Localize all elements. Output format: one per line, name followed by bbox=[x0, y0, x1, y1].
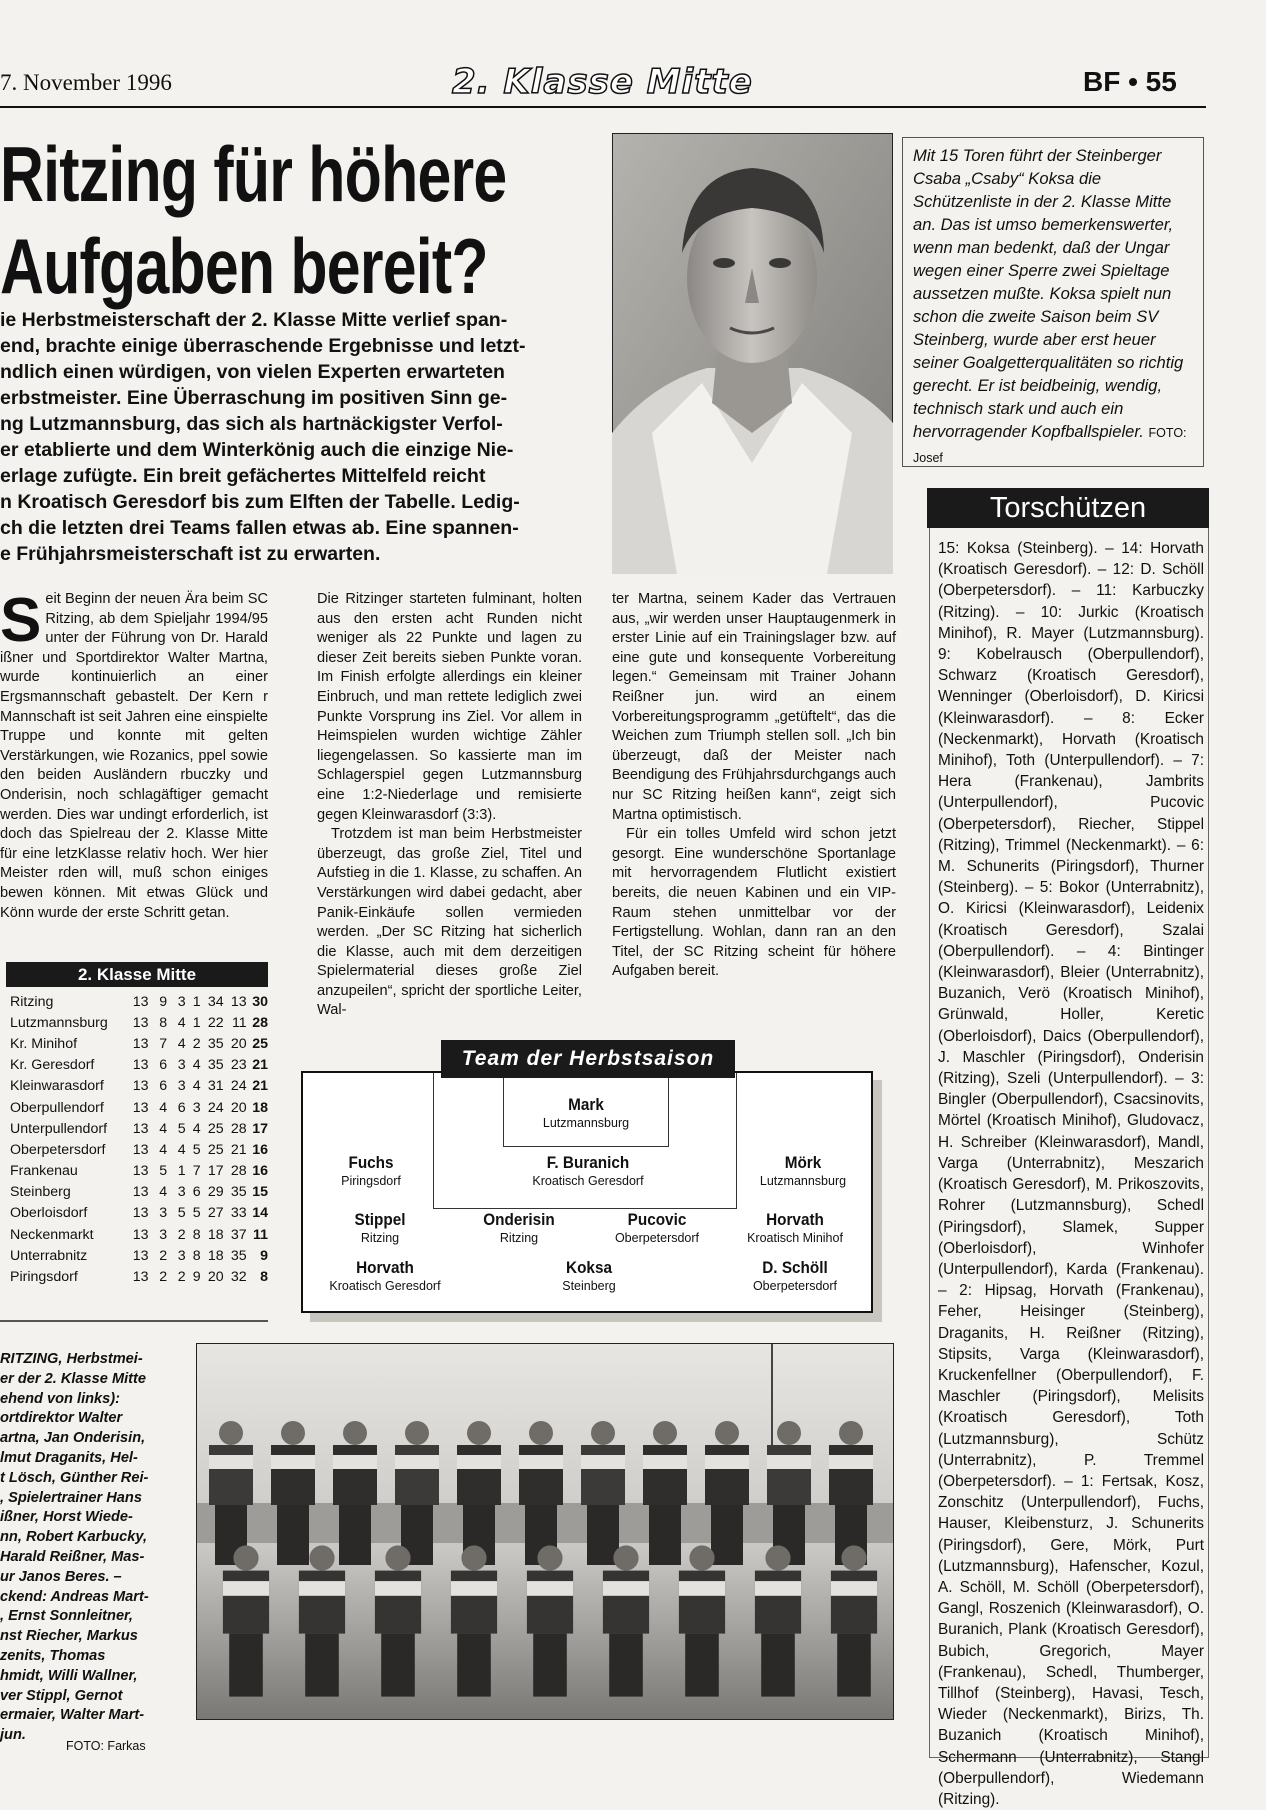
player-card bbox=[498, 1153, 678, 1189]
table-cell: 22 bbox=[207, 1014, 224, 1031]
player-name: Fuchs bbox=[348, 1153, 394, 1172]
koksa-portrait-photo bbox=[612, 133, 893, 574]
table-team-name: Kleinwarasdorf bbox=[10, 1078, 104, 1095]
page-number: BF • 55 bbox=[1083, 66, 1177, 97]
table-cell: 6 bbox=[159, 1057, 168, 1074]
table-row bbox=[0, 1118, 268, 1139]
table-cell: 20 bbox=[230, 1035, 247, 1052]
player-name: Koksa bbox=[566, 1258, 612, 1277]
table-cell: 3 bbox=[192, 1099, 201, 1116]
column-1-text: eit Beginn der neuen Ära beim SC Ritzing, ab dem Spieljahr 1994/95 unter der Führung von Dr. Harald ißner und Sportdirektor Walter Martna, wurde kontinuierlich an einer Ergsmannschaft gebastelt. Der Kern r Mannschaft ist seit Jahren eine einspielte Truppe und konnte mit gelten Verstärkungen, wie Rozanics, ppel sowie den beiden Ausländern rbuczky und Onderisin, noch schlagäftiger gemacht werden. Dies war undingt erforderlich, ist doch das Spielreau der 2. Klasse Mitte für eine letzKlasse relativ hoch. Wer hier Meister rden will, muß schon einiges bewen können. Mit etwas Glück und Könn wurde der erste Schritt getan. bbox=[0, 591, 268, 921]
table-cell: 13 bbox=[132, 1014, 149, 1031]
portrait-photo-credit: FOTO: Josef bbox=[913, 426, 1187, 465]
player-name: Mörk bbox=[784, 1153, 822, 1172]
table-row bbox=[0, 1224, 268, 1245]
table-row bbox=[0, 1055, 268, 1076]
table-row bbox=[0, 1203, 268, 1224]
table-cell: 35 bbox=[230, 1247, 247, 1264]
table-cell: 13 bbox=[230, 993, 247, 1010]
table-cell: 13 bbox=[132, 1057, 149, 1074]
table-cell: 4 bbox=[177, 1014, 186, 1031]
table-cell: 5 bbox=[177, 1205, 186, 1222]
player-club: Oberpetersdorf bbox=[752, 1279, 838, 1293]
league-table-title: 2. Klasse Mitte bbox=[6, 962, 268, 987]
table-cell: 24 bbox=[230, 1078, 247, 1095]
article-column-3 bbox=[612, 590, 896, 982]
table-cell: 8 bbox=[192, 1247, 201, 1264]
portrait-caption bbox=[902, 137, 1204, 467]
table-cell: 4 bbox=[192, 1120, 201, 1137]
column-2-paragraph: Die Ritzinger starteten fulminant, holten aus den ersten acht Runden nicht weniger als 22 Punkte und lagen zu dieser Zeit bereits sieben Punkte voran. Im Finish erfolgte allerdings ein kleiner Einbruch, und man rettete lediglich zwei Punkte Vorsprung ins Ziel. Vor allem in Heimspielen wurden wichtige Zähler liegengelassen. So kassierte man im Schlagerspiel gegen Lutzmannsburg eine 1:2-Niederlage und remisierte gegen Kleinwarasdorf (3:3). bbox=[317, 591, 582, 823]
table-cell: 4 bbox=[159, 1184, 168, 1201]
header-rule bbox=[0, 106, 1206, 108]
table-cell: 5 bbox=[159, 1163, 168, 1180]
table-row bbox=[0, 1266, 268, 1287]
team-of-season-title: Team der Herbstsaison bbox=[441, 1040, 735, 1078]
table-cell: 5 bbox=[192, 1205, 201, 1222]
table-team-name: Steinberg bbox=[10, 1184, 71, 1201]
player-name: Mark bbox=[568, 1095, 604, 1114]
table-cell: 35 bbox=[207, 1035, 224, 1052]
column-3-paragraph: Für ein tolles Umfeld wird schon jetzt gesorgt. Eine wunderschöne Sportanlage mit hervorragendem Flutlicht existiert bereits, die neuen Kabinen und ein VIP-Raum stehen unmittelbar vor der Fertigstellung. Wohlan, dann ran an den Titel, der SC Ritzing scheint für höhere Aufgaben bereit. bbox=[612, 826, 896, 980]
table-cell: 2 bbox=[192, 1035, 201, 1052]
player-club: Ritzing bbox=[360, 1231, 400, 1245]
player-name: Onderisin bbox=[483, 1210, 555, 1229]
player-name: Horvath bbox=[766, 1210, 824, 1229]
table-row bbox=[0, 1012, 268, 1033]
table-cell: 25 bbox=[207, 1141, 224, 1158]
article-column-1 bbox=[0, 586, 268, 923]
league-table-grid bbox=[0, 991, 268, 1288]
table-cell: 8 bbox=[159, 1014, 168, 1031]
table-team-name: Piringsdorf bbox=[10, 1269, 78, 1286]
table-cell: 13 bbox=[132, 1099, 149, 1116]
table-row bbox=[0, 1033, 268, 1054]
table-cell: 4 bbox=[177, 1141, 186, 1158]
table-cell: 4 bbox=[192, 1078, 201, 1095]
table-cell: 13 bbox=[132, 1141, 149, 1158]
table-cell: 18 bbox=[207, 1226, 224, 1243]
team-photo-credit: FOTO: Farkas bbox=[66, 1739, 146, 1753]
table-cell: 1 bbox=[177, 1163, 186, 1180]
table-cell: 27 bbox=[207, 1205, 224, 1222]
table-row bbox=[0, 1139, 268, 1160]
table-points: 9 bbox=[260, 1247, 268, 1264]
player-card bbox=[499, 1258, 679, 1294]
table-cell: 2 bbox=[177, 1226, 186, 1243]
player-name: Horvath bbox=[356, 1258, 414, 1277]
table-cell: 6 bbox=[159, 1078, 168, 1095]
player-club: Steinberg bbox=[562, 1279, 616, 1293]
table-cell: 13 bbox=[132, 1226, 149, 1243]
table-cell: 20 bbox=[230, 1099, 247, 1116]
table-points: 17 bbox=[252, 1120, 268, 1137]
table-cell: 13 bbox=[132, 993, 149, 1010]
table-team-name: Ritzing bbox=[10, 993, 54, 1010]
table-row bbox=[0, 1161, 268, 1182]
player-club: Oberpetersdorf bbox=[614, 1231, 700, 1245]
table-cell: 8 bbox=[192, 1226, 201, 1243]
table-cell: 31 bbox=[207, 1078, 224, 1095]
headline-line-2: Aufgaben bereit? bbox=[0, 222, 488, 310]
table-team-name: Neckenmarkt bbox=[10, 1226, 94, 1243]
table-cell: 9 bbox=[159, 993, 168, 1010]
table-cell: 25 bbox=[207, 1120, 224, 1137]
player-card bbox=[713, 1153, 893, 1189]
player-card bbox=[705, 1258, 885, 1294]
table-points: 25 bbox=[252, 1035, 268, 1052]
table-points: 8 bbox=[260, 1269, 268, 1286]
issue-date: 7. November 1996 bbox=[0, 70, 172, 95]
table-cell: 11 bbox=[231, 1014, 247, 1031]
table-team-name: Kr. Minihof bbox=[10, 1035, 78, 1052]
table-cell: 37 bbox=[230, 1226, 247, 1243]
table-cell: 3 bbox=[177, 1078, 186, 1095]
column-3-paragraph: ter Martna, seinem Kader das Vertrauen aus, „wir werden unser Hauptaugenmerk in erster Linie auf ein Trainingslager bzw. auf eine gute und konsequente Vorbereitung legen.“ Gemeinsam mit Trainer Johann Reißner jun. wird an einem Vorbereitungsprogramm „getüftelt“, das die Weichen zum Triumph stellen soll. „Ich bin überzeugt, daß der Meister nach Beendigung des Frühjahrsdurchgangs auch nur SC Ritzing heißen kann“, zeigt sich Martna optimistisch. bbox=[612, 591, 896, 823]
table-row bbox=[0, 991, 268, 1012]
player-club: Lutzmannsburg bbox=[542, 1116, 630, 1130]
table-cell: 13 bbox=[132, 1035, 149, 1052]
table-team-name: Unterpullendorf bbox=[10, 1120, 108, 1137]
drop-cap: S bbox=[0, 586, 42, 655]
table-cell: 5 bbox=[177, 1120, 186, 1137]
table-cell: 2 bbox=[159, 1247, 168, 1264]
table-points: 30 bbox=[252, 993, 268, 1010]
table-row bbox=[0, 1097, 268, 1118]
table-cell: 18 bbox=[207, 1247, 224, 1264]
table-cell: 2 bbox=[177, 1269, 186, 1286]
player-card bbox=[281, 1153, 461, 1189]
table-cell: 4 bbox=[192, 1057, 201, 1074]
league-table bbox=[0, 962, 268, 1288]
player-club: Kroatisch Minihof bbox=[747, 1231, 843, 1245]
headline-line-1: Ritzing für höhere bbox=[0, 130, 507, 218]
column-2-paragraph: Trotzdem ist man beim Herbstmeister überzeugt, das große Ziel, Titel und Aufstieg in die 1. Klasse, zu schaffen. An Verstärkungen wird dabei gedacht, aber Panik-Einkäufe sollen vermieden werden. „Der SC Ritzing hat sicherlich die Klasse, auch mit dem derzeitigen Spielermaterial dieses große Ziel anzupeilen“, spricht der sportliche Leiter, Wal- bbox=[317, 826, 582, 1019]
player-club: Lutzmannsburg bbox=[759, 1174, 847, 1188]
table-cell: 35 bbox=[230, 1184, 247, 1201]
table-cell: 13 bbox=[132, 1120, 149, 1137]
table-cell: 28 bbox=[230, 1120, 247, 1137]
table-cell: 24 bbox=[207, 1099, 224, 1116]
table-cell: 3 bbox=[159, 1226, 168, 1243]
table-cell: 23 bbox=[230, 1057, 247, 1074]
table-team-name: Lutzmannsburg bbox=[10, 1014, 108, 1031]
team-photo bbox=[196, 1343, 894, 1720]
player-club: Kroatisch Geresdorf bbox=[532, 1174, 644, 1188]
table-cell: 3 bbox=[177, 993, 186, 1010]
table-bottom-rule bbox=[0, 1320, 268, 1322]
table-points: 16 bbox=[252, 1141, 268, 1158]
table-team-name: Oberpullendorf bbox=[10, 1099, 104, 1116]
table-cell: 34 bbox=[207, 993, 224, 1010]
table-points: 18 bbox=[252, 1099, 268, 1116]
table-cell: 3 bbox=[177, 1057, 186, 1074]
table-row bbox=[0, 1245, 268, 1266]
scorers-list: 15: Koksa (Steinberg). – 14: Horvath (Kroatisch Geresdorf). – 12: D. Schöll (Oberpetersdorf). – 11: Karbuczky (Ritzing). – 10: Jurkic (Kroatisch Minihof), R. Mayer (Lutzmannsburg). 9: Kobelrausch (Oberpullendorf), Schwarz (Kroatisch Geresdorf), Wenninger (Oberloisdorf), D. Kiricsi (Kleinwarasdorf). – 8: Ecker (Neckenmarkt), Horvath (Kroatisch Minihof), Toth (Unterpullendorf). – 7: Hera (Frankenau), Jambrits (Unterpullendorf), Pucovic (Oberpetersdorf), Riecher, Stippel (Ritzing), Trimmel (Neckenmarkt). – 6: M. Schunerits (Piringsdorf), Thurner (Steinberg). – 5: Bokor (Unterrabnitz), O. Kiricsi (Kleinwarasdorf), Leidenix (Kroatisch Geresdorf), Szalai (Oberpullendorf). – 4: Bintinger (Kleinwarasdorf), Bleier (Unterrabnitz), Buzanich, Verö (Kroatisch Minihof), Grünwald, Holler, Keretic (Oberloisdorf), Daics (Oberpullendorf), J. Maschler (Piringsdorf), Onderisin (Ritzing), Szeli (Unterpullendorf). – 3: Bingler (Oberpullendorf), Csacsinovits, Mörtel (Kroatisch Minihof), Gludovacz, H. Schreiber (Kleinwarasdorf), Mandl, Varga (Unterrabnitz), Meszarich (Kroatisch Geresdorf), M. Prikoszovits, Rohrer (Lutzmannsburg), Schedl (Piringsdorf), Slamek, Supper (Oberloisdorf), Winhofer (Unterpullendorf), Karda (Frankenau). – 2: Hipsag, Horvath (Frankenau), Feher, Heisinger (Steinberg), Draganits, H. Reißner (Ritzing), Stipsits, Varga (Kleinwarasdorf), Kruckenfellner (Oberpullendorf), F. Maschler (Piringsdorf), Melisits (Kroatisch Geresdorf), Toth (Lutzmannsburg), Schütz (Unterrabnitz), P. Tremmel (Oberpetersdorf). – 1: Fertsak, Kosz, Zonschitz (Unterpullendorf), Fuchs, Hauser, Kleibensturz, J. Schunerits (Piringsdorf), Gere, Mörk, Purt (Lutzmannsburg), Hafenscher, Kozul, A. Schöll, M. Schöll (Oberpetersdorf), Gangl, Roszenich (Kleinwarasdorf), O. Buranich, Plank (Kroatisch Geresdorf), Bubich, Gregorich, Mayer (Frankenau), Schedl, Thumberger, Tillhof (Steinberg), Havasi, Tesch, Wieder (Neckenmarkt), Birizs, Th. Buzanich (Kroatisch Minihof), Schermann (Unterrabnitz), Stangl (Oberpullendorf), Wiedemann (Ritzing). bbox=[938, 540, 1204, 1808]
table-cell: 13 bbox=[132, 1205, 149, 1222]
player-name: Stippel bbox=[354, 1210, 406, 1229]
table-points: 15 bbox=[252, 1184, 268, 1201]
table-cell: 13 bbox=[132, 1269, 149, 1286]
table-cell: 1 bbox=[192, 1014, 201, 1031]
table-cell: 3 bbox=[159, 1205, 168, 1222]
table-cell: 13 bbox=[132, 1247, 149, 1264]
player-name: Pucovic bbox=[627, 1210, 687, 1229]
portrait-caption-text: Mit 15 Toren führt der Steinberger Csaba „Csaby“ Koksa die Schützenliste in der 2. Klasse Mitte an. Das ist umso bemerkenswerter, wenn man bedenkt, daß der Ungar wegen einer Sperre zwei Spieltage aussetzen mußte. Koksa spielt nun schon die zweite Saison beim SV Steinberg, wurde aber erst heuer seiner Goalgetterqualitäten so richtig gerecht. Er ist beidbeinig, wendig, technisch stark und auch ein hervorragender Kopfballspieler. bbox=[913, 146, 1184, 441]
table-cell: 28 bbox=[230, 1163, 247, 1180]
article-lead: ie Herbstmeisterschaft der 2. Klasse Mitte verlief span- end, brachte einige überraschende Ergebnisse und letzt- ndlich einen würdigen, von vielen Experten erwarteten erbstmeister. Eine Überraschung im positiven Sinn ge- ng Lutzmannsburg, das sich als hartnäckigster Verfol- er etablierte und dem Winterkönig auch die einzige Nie- erlage zufügte. Ein breit gefächertes Mittelfeld reicht n Kroatisch Geresdorf bis zum Elften der Tabelle. Ledig- ch die letzten drei Teams fallen etwas ab. Eine spannen- e Frühjahrsmeisterschaft ist zu erwarten. bbox=[0, 309, 526, 565]
player-card bbox=[295, 1258, 475, 1294]
table-team-name: Frankenau bbox=[10, 1163, 78, 1180]
team-photo-caption: RITZING, Herbstmei- er der 2. Klasse Mitte ehend von links): ortdirektor Walter artna, Jan Onderisin, lmut Draganits, Hel- t Lösch, Günther Rei- , Spielertrainer Hans ißner, Horst Wiede- nn, Robert Karbucky, Harald Reißner, Mas- ur Janos Beres. – ckend: Andreas Mart- , Ernst Sonnleitner, nst Riecher, Markus zenits, Thomas hmidt, Willi Wallner, ver Stippl, Gernot ermaier, Walter Mart- jun. bbox=[0, 1351, 149, 1744]
table-team-name: Unterrabnitz bbox=[10, 1247, 88, 1264]
player-club: Kroatisch Geresdorf bbox=[329, 1279, 441, 1293]
table-cell: 13 bbox=[132, 1163, 149, 1180]
player-name: D. Schöll bbox=[762, 1258, 828, 1277]
table-cell: 20 bbox=[207, 1269, 224, 1286]
table-cell: 7 bbox=[159, 1035, 168, 1052]
table-team-name: Oberpetersdorf bbox=[10, 1141, 106, 1158]
table-cell: 6 bbox=[192, 1184, 201, 1201]
table-points: 21 bbox=[252, 1078, 268, 1095]
table-cell: 32 bbox=[230, 1269, 247, 1286]
table-points: 28 bbox=[252, 1014, 268, 1031]
table-team-name: Oberloisdorf bbox=[10, 1205, 88, 1222]
table-cell: 9 bbox=[192, 1269, 201, 1286]
table-cell: 35 bbox=[207, 1057, 224, 1074]
table-cell: 17 bbox=[207, 1163, 224, 1180]
section-title: 2. Klasse Mitte bbox=[452, 62, 753, 102]
table-cell: 2 bbox=[159, 1269, 168, 1286]
player-card bbox=[705, 1210, 885, 1246]
player-name: F. Buranich bbox=[546, 1153, 630, 1172]
scorers-title: Torschützen bbox=[927, 488, 1209, 528]
table-row bbox=[0, 1182, 268, 1203]
table-cell: 13 bbox=[132, 1184, 149, 1201]
table-points: 11 bbox=[253, 1226, 268, 1243]
table-points: 16 bbox=[252, 1163, 268, 1180]
table-cell: 4 bbox=[159, 1141, 168, 1158]
table-cell: 4 bbox=[159, 1120, 168, 1137]
table-cell: 4 bbox=[177, 1035, 186, 1052]
table-points: 14 bbox=[252, 1205, 268, 1222]
player-club: Ritzing bbox=[499, 1231, 539, 1245]
table-cell: 5 bbox=[192, 1141, 201, 1158]
table-cell: 3 bbox=[177, 1247, 186, 1264]
table-cell: 6 bbox=[177, 1099, 186, 1116]
table-cell: 3 bbox=[177, 1184, 186, 1201]
article-headline bbox=[0, 128, 507, 312]
table-points: 21 bbox=[252, 1057, 268, 1074]
table-cell: 7 bbox=[192, 1163, 201, 1180]
table-cell: 4 bbox=[159, 1099, 168, 1116]
table-cell: 33 bbox=[230, 1205, 247, 1222]
table-row bbox=[0, 1076, 268, 1097]
table-cell: 1 bbox=[192, 993, 201, 1010]
table-cell: 13 bbox=[132, 1078, 149, 1095]
table-cell: 29 bbox=[207, 1184, 224, 1201]
table-cell: 21 bbox=[230, 1141, 247, 1158]
article-column-2 bbox=[317, 590, 582, 1021]
player-club: Piringsdorf bbox=[341, 1174, 401, 1188]
table-team-name: Kr. Geresdorf bbox=[10, 1057, 95, 1074]
player-goalkeeper bbox=[496, 1095, 676, 1131]
